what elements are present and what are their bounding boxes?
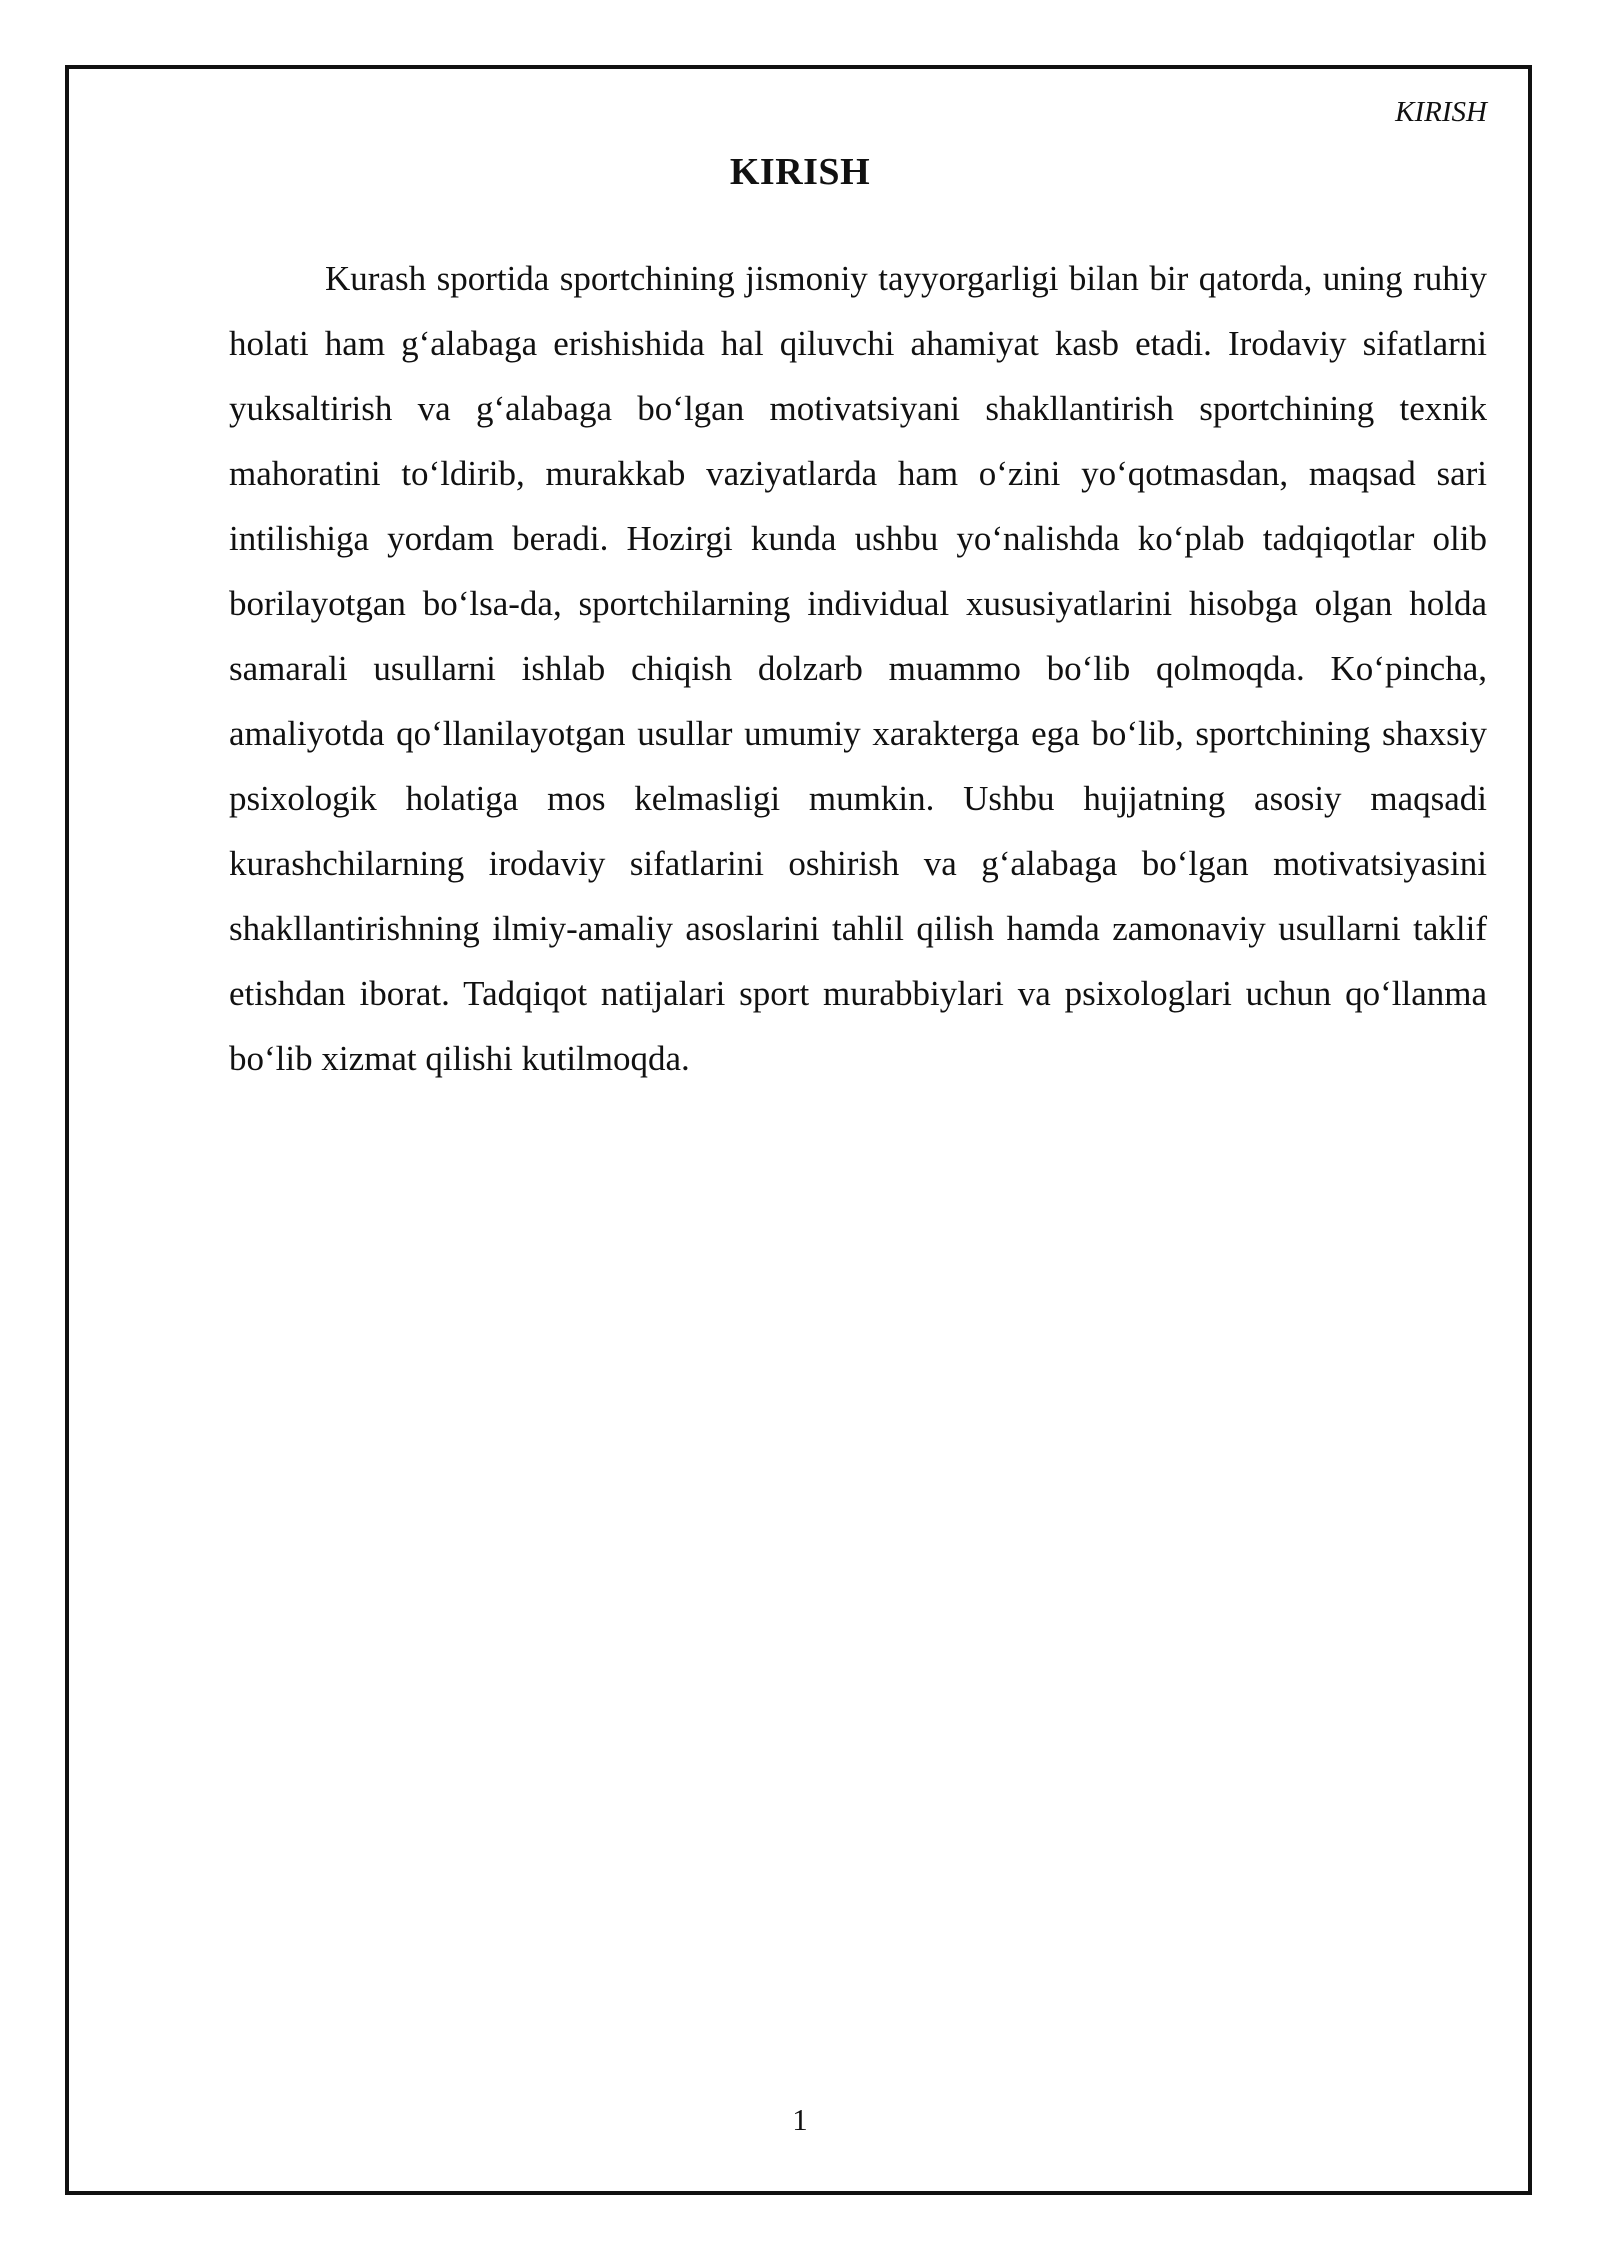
body-paragraph: Kurash sportida sportchining jismoniy tayyorgarligi bilan bir qatorda, uning ruhiy holati ham g‘alabaga erishishida hal qiluvchi ahamiyat kasb etadi. Irodaviy sifatlarni yuksaltirish va g‘alabaga bo‘lgan motivatsiyani shakllantirish sportchining texnik mahoratini to‘ldirib, murakkab vaziyatlarda ham o‘zini yo‘qotmasdan, maqsad sari intilishiga yordam beradi. Hozirgi kunda ushbu yo‘nalishda ko‘plab tadqiqotlar olib borilayotgan bo‘lsa-da, sportchilarning individual xususiyatlarini hisobga olgan holda samarali usullarni ishlab chiqish dolzarb muammo bo‘lib qolmoqda. Ko‘pincha, amaliyotda qo‘llanilayotgan usullar umumiy xarakterga ega bo‘lib, sportchining shaxsiy psixologik holatiga mos kelmasligi mumkin. Ushbu hujjatning asosiy maqsadi kurashchilarning irodaviy sifatlarini oshirish va g‘alabaga bo‘lgan motivatsiyasini shakllantirishning ilmiy-amaliy asoslarini tahlil qilish hamda zamonaviy usullarni taklif etishdan iborat. Tadqiqot natijalari sport murabbiylari va psixologlari uchun qo‘llanma bo‘lib xizmat qilishi kutilmoqda. [229,259,1487,1078]
page-title: KIRISH [729,151,871,193]
page-number: 1 [792,2102,808,2137]
running-header: KIRISH [1395,96,1487,128]
